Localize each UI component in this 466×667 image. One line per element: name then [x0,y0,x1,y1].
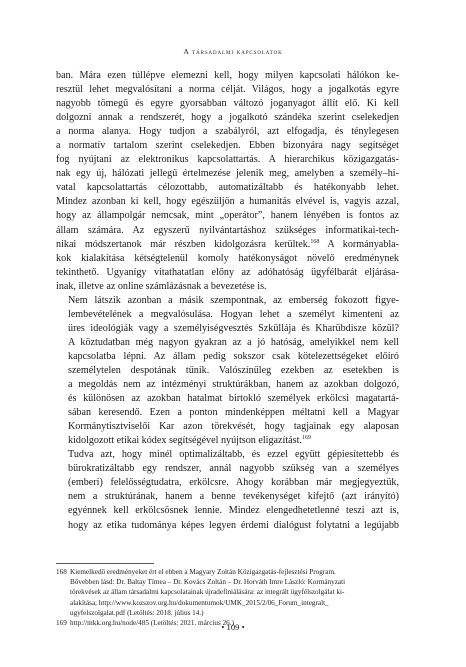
body-text [56,69,399,533]
text-line: a norma alanya. Hogy tudjon a szabályról, azt elfogadja, és ténylegesen [56,126,399,138]
footnote-number: 168 [56,568,67,576]
text-line: személytelen despotának tűnik. Valószínűleg ezekben az esetekben is [68,364,399,376]
text-line: dolgozni annak a rendszerét, hogy a jogalkotó szándéka szerint cselekedjen [56,112,399,124]
text-line: egyénnek kell erkölcsösnek lennie. Mindez elengedhetetlenné teszi azt is, [68,505,399,517]
footnote-link[interactable]: alakítása, http://www.kozszov.org.hu/dokumentumok/UMK_2015/2/06_Forum_integralt_ [70,598,329,607]
footnote-line: ugyfelszolgalat.pdf (Letöltés: 2018. július 14.) [70,608,204,617]
text-line-part: kidolgozott etikai kódex segítségével nyújtson eligazítást. [68,435,302,447]
text-line: a megoldás nem az intézményi struktúrákban, hanem az azokban dolgozó, [68,379,399,391]
page-number: • 109 • [221,622,245,632]
text-line: hogy az etika tudománya képes legyen érdemi dialógust folytatni a legújabb [68,519,399,531]
text-line: sában keresendő. Ezen a ponton mindenképpen méltatni kell a Magyar [68,407,399,419]
text-line [56,434,399,448]
footnotes [56,567,399,628]
text-line: nem a struktúrának, hanem a benne tevékenységet kifejtő (azt irányító) [68,491,399,503]
text-line: bürokratizáltabb egy rendszer, annál nagyobb szükség van a személyes [68,463,399,475]
footnote-line: Kiemelkedő eredményeket ért el ebben a Magyary Zoltán Közigazgatás-fejlesztési Program. [70,568,336,576]
text-line: és különösen az azokban hatalmat birtokló személyek erkölcsi magatartá- [68,393,399,405]
footnote-line: törekvések az állam társadalmi kapcsolatainak újradefiniálására: az integrált ügyfélszolgálat ki- [70,588,345,597]
footnote-line: Bővebben lásd: Dr. Baltay Tímea – Dr. Kovács Zoltán – Dr. Horváth Imre László: Kormányzati [70,578,346,587]
text-line: a normatív tartalom szerint cselekedjen. Ebben bizonyára nagy segítséget [56,140,399,152]
text-line: tekinthető. Ugyanígy vitathatatlan előny az adóhatóság ügyfélbarát eljárása- [56,266,399,278]
text-line: (emberi) felelősségtudatra, erkölcsre. Ahogy korábban már megjegyeztük, [68,477,399,489]
footnote-number: 169 [56,619,67,628]
text-line: nagyobb tömegű és egyre gyorsabban változó joganyagot állít elő. Ki kell [56,98,399,110]
text-line-part: nikai módszertanok már részben kidolgozásra kerültek. [56,238,311,250]
text-line: resztül lehet megvalósítani a norma célját. Világos, hogy a jogalkotás egyre [56,84,399,96]
footnote-divider [56,563,154,564]
text-line: Tudva azt, hogy minél optimalizáltabb, és ezzel együtt gépiesítettebb és [68,449,399,461]
text-line: vatal kapcsolattartás célozottabb, automatizáltabb és hatékonyabb lehet. [56,182,399,194]
text-line: ban. Mára ezen túllépve elemezni kell, hogy milyen kapcsolati hálókon ke- [56,70,399,81]
text-line: inak, illetve az online számlázásnak a bevezetése is. [56,280,267,292]
text-line: Kormánytisztviselői Kar azon törekvését, hogy tagjainak egy alaposan [68,421,399,433]
text-line: fog nyújtani az elektronikus kapcsolattartás. A hierarchikus közigazgatás- [56,154,399,166]
footnote-text [70,567,399,618]
footnote-ref-168[interactable]: 168 [310,238,320,245]
running-header: A társadalmi kapcsolatok [183,47,283,56]
text-line-part: A kormányabla- [319,238,399,250]
text-line [56,238,399,252]
footnote-ref-169[interactable]: 169 [301,435,311,442]
text-line: kapcsolatba lépni. Az állam pedig sokszor csak kötelezettségeket előíró [68,350,399,362]
text-line: üres ideológiák vagy a személyiségvesztés Szküllája és Kharübdisze közül? [68,322,399,334]
footnote-link[interactable]: http://mkk.org.hu/node/485 (Letöltés: 2021. március 26.) [70,619,234,628]
paragraph-1 [56,69,399,294]
paragraph-2 [56,294,399,449]
footnote-168 [56,567,399,618]
text-line: kok kialakítása kétségtelenül komoly hatékonyságot növelő eredménynek [56,252,399,264]
text-line: hogy az állampolgár nemcsak, mint „operátor”, hanem lényében is fontos az [56,210,399,222]
text-line: Nem látszik azonban a másik szempontnak, az emberség fokozott figye- [68,294,399,306]
text-line: lembevételének a megvalósulása. Hogyan lehet a személyt kimenteni az [68,308,399,320]
text-line: A köztudatban még nagyon gyakran az a jó hatóság, amelyikkel nem kell [68,336,399,348]
text-line: Mindez azonban ki kell, hogy egészüljön a humanitás elvével is, vagyis azzal, [56,196,399,208]
paragraph-3 [56,448,399,532]
text-line: nak egy új, hálózati jellegű értelmezése jelenik meg, amelyben a személy–hi- [56,168,399,180]
text-line: állam számára. Az egyszerű nyilvántartáshoz szükséges informatikai-tech- [56,224,399,236]
